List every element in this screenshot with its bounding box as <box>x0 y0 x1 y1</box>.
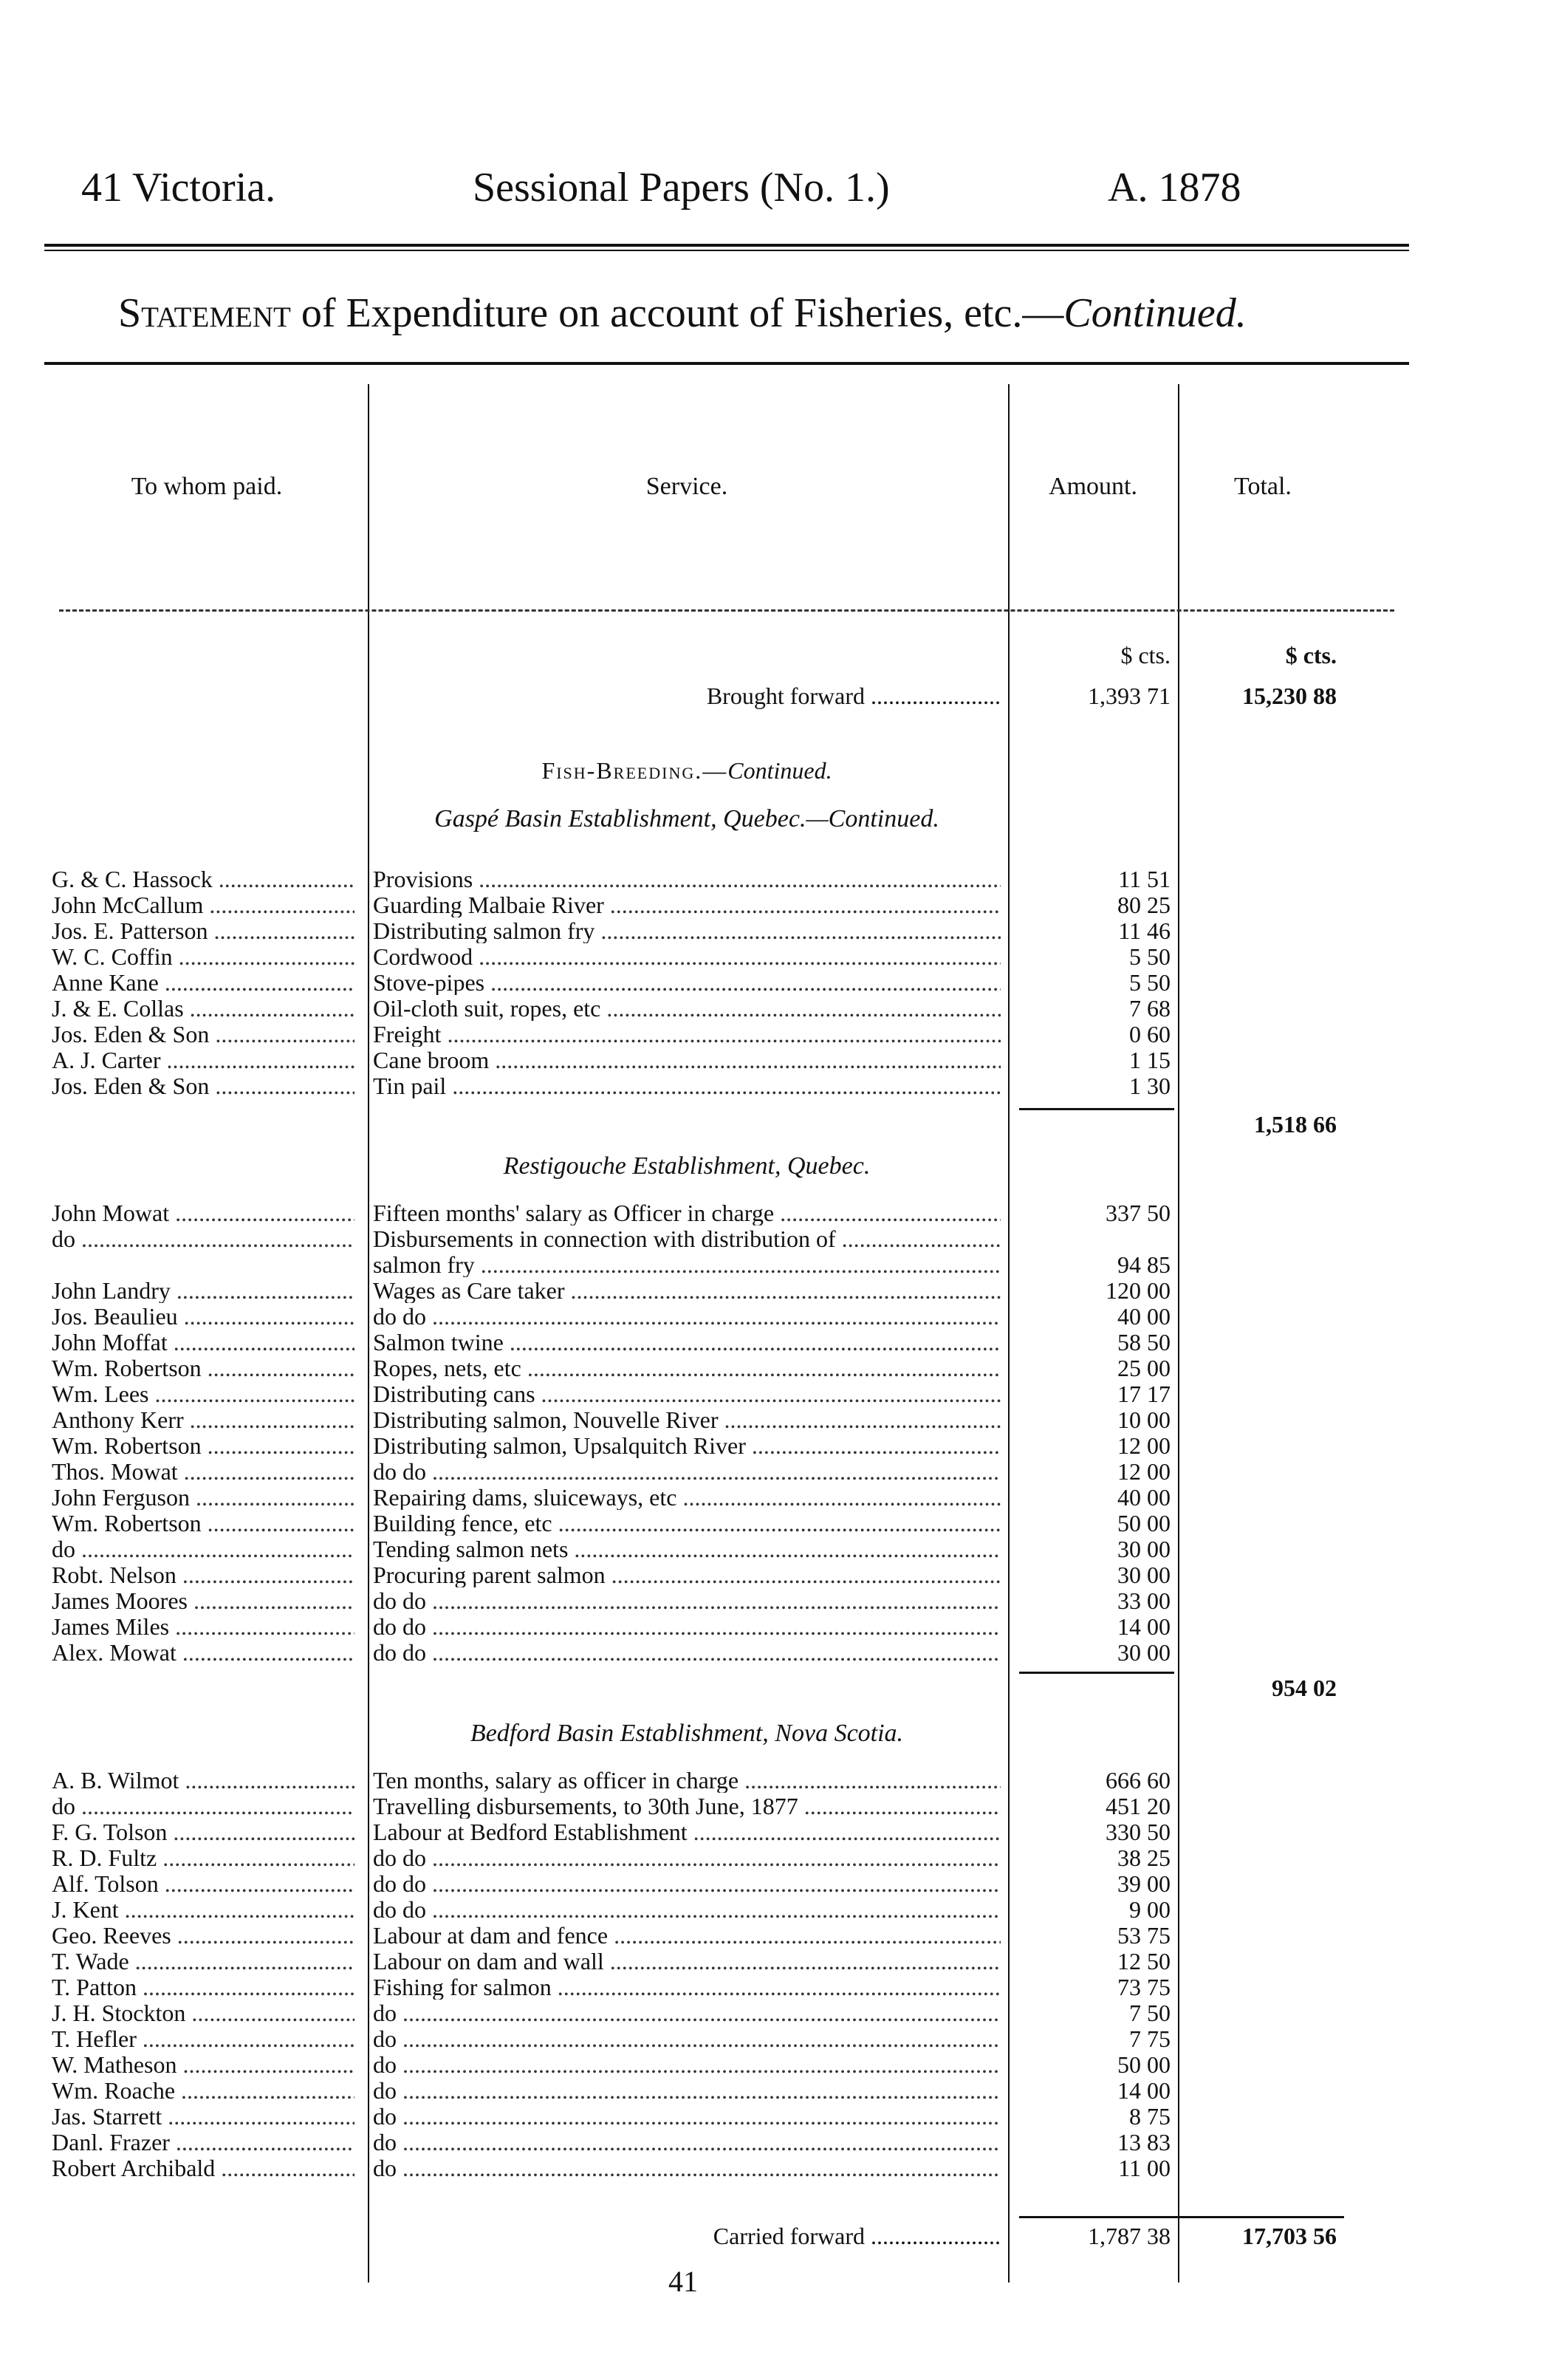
amount-value: 11 46 <box>1118 917 1171 944</box>
payee-name: A. B. Wilmot ..... <box>52 1768 354 1793</box>
payee-name: R. D. Fultz ..... <box>52 1845 354 1870</box>
payee-name: G. & C. Hassock ..... <box>52 866 354 892</box>
service-description: Building fence, etc ..... <box>373 1511 1001 1536</box>
service-description: Provisions ..... <box>373 866 1001 892</box>
service-description: Distributing salmon fry ..... <box>373 918 1001 943</box>
service-description: Guarding Malbaie River ..... <box>373 892 1001 917</box>
payee-name: John Moffat ..... <box>52 1330 354 1355</box>
amount-value: 12 50 <box>1117 1948 1171 1974</box>
amount-value: 50 00 <box>1117 1510 1171 1536</box>
amount-value: 30 00 <box>1117 1536 1171 1562</box>
payee-name: Anthony Kerr ..... <box>52 1407 354 1432</box>
amount-value: 330 50 <box>1106 1819 1171 1845</box>
payee-name: Jos. E. Patterson ..... <box>52 918 354 943</box>
amount-value <box>1023 1226 1171 1251</box>
service-description: Labour on dam and wall ..... <box>373 1949 1001 1974</box>
service-description: Salmon twine ..... <box>373 1330 1001 1355</box>
header-right: A. 1878 <box>1108 165 1241 211</box>
payee-name: J. Kent ..... <box>52 1897 354 1922</box>
amount-value: 5 50 <box>1129 943 1171 970</box>
title-lead: Statement <box>118 290 291 336</box>
payee-name: Danl. Frazer ..... <box>52 2130 354 2155</box>
amount-value: 1 15 <box>1129 1047 1171 1073</box>
service-description: do do ..... <box>373 1640 1001 1665</box>
payee-name: John Ferguson ..... <box>52 1485 354 1510</box>
restigouche-subtotal-rule <box>1019 1672 1174 1674</box>
amount-value: 10 00 <box>1117 1406 1171 1433</box>
column-divider-amount <box>1178 384 1179 2282</box>
payee-name: Wm. Lees ..... <box>52 1381 354 1406</box>
service-description: Labour at dam and fence ..... <box>373 1923 1001 1948</box>
payee-name: Thos. Mowat ..... <box>52 1459 354 1484</box>
header-rule <box>44 244 1409 247</box>
service-description: do do ..... <box>373 1588 1001 1613</box>
brought-forward-amount: 1,393 71 <box>1088 683 1171 709</box>
amount-value: 33 00 <box>1117 1587 1171 1614</box>
header-divider <box>59 609 1394 612</box>
service-description: do do ..... <box>373 1871 1001 1896</box>
brought-forward-text: Brought forward <box>706 683 865 709</box>
service-description: Ropes, nets, etc ..... <box>373 1355 1001 1381</box>
service-description: do do ..... <box>373 1897 1001 1922</box>
amount-value: 12 00 <box>1117 1458 1171 1485</box>
amount-value: 14 00 <box>1117 1613 1171 1640</box>
carried-forward-rule <box>1019 2216 1344 2218</box>
service-description: Repairing dams, sluiceways, etc ..... <box>373 1485 1001 1510</box>
service-description: salmon fry ..... <box>373 1252 1001 1277</box>
amount-value: 94 85 <box>1117 1251 1171 1278</box>
payee-name: T. Hefler ..... <box>52 2026 354 2051</box>
payee-name: John McCallum ..... <box>52 892 354 917</box>
service-description: Labour at Bedford Establishment ..... <box>373 1819 1001 1844</box>
payee-name: James Moores ..... <box>52 1588 354 1613</box>
amount-value: 17 17 <box>1117 1381 1171 1407</box>
amount-value: 53 75 <box>1117 1922 1171 1949</box>
title-rest: of Expenditure on account of Fisheries, etc.— <box>301 290 1064 336</box>
amount-value: 80 25 <box>1117 892 1171 918</box>
header-left: 41 Victoria. <box>81 165 276 211</box>
amount-value: 12 00 <box>1117 1432 1171 1459</box>
payee-name: Alf. Tolson ..... <box>52 1871 354 1896</box>
amount-value: 7 68 <box>1129 995 1171 1022</box>
section-heading <box>373 757 1001 784</box>
amount-value: 14 00 <box>1117 2077 1171 2104</box>
restigouche-heading: Restigouche Establishment, Quebec. <box>503 1152 871 1180</box>
payee-name: Jos. Beaulieu ..... <box>52 1304 354 1329</box>
amount-value: 50 00 <box>1117 2051 1171 2078</box>
col-header-total: Total. <box>1234 473 1292 500</box>
amount-value: 8 75 <box>1129 2103 1171 2130</box>
gaspe-total: 1,518 66 <box>1254 1111 1337 1138</box>
payee-name: F. G. Tolson ..... <box>52 1819 354 1844</box>
payee-name: do ..... <box>52 1226 354 1251</box>
service-description: Tending salmon nets ..... <box>373 1536 1001 1562</box>
page-number: 41 <box>668 2265 698 2298</box>
payee-name: T. Wade ..... <box>52 1949 354 1974</box>
service-description: do do ..... <box>373 1459 1001 1484</box>
gaspe-heading: Gaspé Basin Establishment, Quebec.—Continued. <box>434 805 939 832</box>
payee-name: J. H. Stockton ..... <box>52 2000 354 2025</box>
service-description: do do ..... <box>373 1304 1001 1329</box>
carried-forward-amount: 1,787 38 <box>1088 2223 1171 2249</box>
amount-value: 58 50 <box>1117 1329 1171 1355</box>
service-description: Distributing salmon, Nouvelle River ..... <box>373 1407 1001 1432</box>
amount-value: 1 30 <box>1129 1073 1171 1099</box>
carried-forward-total: 17,703 56 <box>1242 2223 1337 2249</box>
service-description: Freight ..... <box>373 1022 1001 1047</box>
payee-name: Robert Archibald ..... <box>52 2155 354 2181</box>
service-description: Stove-pipes ..... <box>373 970 1001 995</box>
payee-name: Wm. Robertson ..... <box>52 1511 354 1536</box>
title-continued: Continued. <box>1063 290 1247 336</box>
amount-value: 337 50 <box>1106 1200 1171 1226</box>
service-description: do do ..... <box>373 1845 1001 1870</box>
payee-name: Wm. Robertson ..... <box>52 1433 354 1458</box>
brought-forward-label: Brought forward ...................... <box>706 683 1001 709</box>
amount-value: 13 83 <box>1117 2129 1171 2155</box>
amount-units: $ cts. <box>1120 642 1171 668</box>
payee-name: John Mowat ..... <box>52 1200 354 1225</box>
amount-value: 11 00 <box>1118 2155 1171 2181</box>
service-description: do ..... <box>373 2026 1001 2051</box>
amount-value: 30 00 <box>1117 1639 1171 1666</box>
service-description: do ..... <box>373 2052 1001 2077</box>
service-description: Disbursements in connection with distribution of ..... <box>373 1226 1001 1251</box>
amount-value: 7 75 <box>1129 2025 1171 2052</box>
service-description: do ..... <box>373 2104 1001 2129</box>
amount-value: 5 50 <box>1129 969 1171 996</box>
amount-value: 39 00 <box>1117 1870 1171 1897</box>
service-description: Fishing for salmon ..... <box>373 1974 1001 2000</box>
service-description: Cane broom ..... <box>373 1047 1001 1073</box>
amount-value: 73 75 <box>1117 1974 1171 2000</box>
service-description: do ..... <box>373 2078 1001 2103</box>
carried-forward-label: Carried forward ...................... <box>713 2223 1001 2249</box>
payee-name: John Landry ..... <box>52 1278 354 1303</box>
payee-name: Geo. Reeves ..... <box>52 1923 354 1948</box>
page-title <box>118 290 1247 337</box>
bedford-heading: Bedford Basin Establishment, Nova Scotia. <box>470 1720 904 1747</box>
payee-name: Jos. Eden & Son ..... <box>52 1022 354 1047</box>
amount-value: 25 00 <box>1117 1355 1171 1381</box>
amount-value: 30 00 <box>1117 1562 1171 1588</box>
brought-forward-total: 15,230 88 <box>1242 683 1337 709</box>
service-description: do ..... <box>373 2000 1001 2025</box>
payee-name <box>52 1252 354 1277</box>
section-prefix: Fish-Breeding.— <box>541 757 728 784</box>
payee-name: Alex. Mowat ..... <box>52 1640 354 1665</box>
service-description: Oil-cloth suit, ropes, etc ..... <box>373 996 1001 1021</box>
carried-forward-text: Carried forward <box>713 2223 865 2249</box>
payee-name: A. J. Carter ..... <box>52 1047 354 1073</box>
payee-name: James Miles ..... <box>52 1614 354 1639</box>
amount-value: 40 00 <box>1117 1303 1171 1330</box>
amount-value: 0 60 <box>1129 1021 1171 1047</box>
column-divider-service <box>1008 384 1010 2282</box>
service-description: Distributing cans ..... <box>373 1381 1001 1406</box>
service-description: Fifteen months' salary as Officer in charge ..... <box>373 1200 1001 1225</box>
payee-name: W. Matheson ..... <box>52 2052 354 2077</box>
amount-value: 451 20 <box>1106 1793 1171 1819</box>
service-description: Travelling disbursements, to 30th June, 1877 ..... <box>373 1793 1001 1819</box>
amount-value: 666 60 <box>1106 1767 1171 1793</box>
service-description: Wages as Care taker ..... <box>373 1278 1001 1303</box>
payee-name: do ..... <box>52 1536 354 1562</box>
service-description: Distributing salmon, Upsalquitch River ..... <box>373 1433 1001 1458</box>
payee-name: Wm. Roache ..... <box>52 2078 354 2103</box>
section-continued: Continued. <box>727 757 832 784</box>
payee-name: do ..... <box>52 1793 354 1819</box>
header-center: Sessional Papers (No. 1.) <box>473 165 890 211</box>
amount-value: 9 00 <box>1129 1896 1171 1923</box>
amount-value: 120 00 <box>1106 1277 1171 1304</box>
col-header-paid: To whom paid. <box>131 473 283 500</box>
payee-name: Jos. Eden & Son ..... <box>52 1073 354 1098</box>
header-rule-thin <box>44 250 1409 251</box>
total-units: $ cts. <box>1285 642 1337 668</box>
column-divider-names <box>368 384 369 2282</box>
gaspe-subtotal-rule <box>1019 1108 1174 1110</box>
payee-name: Robt. Nelson ..... <box>52 1562 354 1587</box>
service-description: Tin pail ..... <box>373 1073 1001 1098</box>
col-header-service: Service. <box>645 473 728 500</box>
service-description: do do ..... <box>373 1614 1001 1639</box>
payee-name: W. C. Coffin ..... <box>52 944 354 969</box>
payee-name: Jas. Starrett ..... <box>52 2104 354 2129</box>
payee-name: Anne Kane ..... <box>52 970 354 995</box>
col-header-amount: Amount. <box>1049 473 1137 500</box>
payee-name: T. Patton ..... <box>52 1974 354 2000</box>
amount-value: 11 51 <box>1118 866 1171 892</box>
amount-value: 7 50 <box>1129 2000 1171 2026</box>
service-description: do ..... <box>373 2130 1001 2155</box>
restigouche-total: 954 02 <box>1272 1675 1337 1701</box>
amount-value: 40 00 <box>1117 1484 1171 1511</box>
service-description: Procuring parent salmon ..... <box>373 1562 1001 1587</box>
payee-name: J. & E. Collas ..... <box>52 996 354 1021</box>
title-rule <box>44 362 1409 365</box>
service-description: Ten months, salary as officer in charge ..... <box>373 1768 1001 1793</box>
amount-value: 38 25 <box>1117 1844 1171 1871</box>
payee-name: Wm. Robertson ..... <box>52 1355 354 1381</box>
service-description: do ..... <box>373 2155 1001 2181</box>
service-description: Cordwood ..... <box>373 944 1001 969</box>
